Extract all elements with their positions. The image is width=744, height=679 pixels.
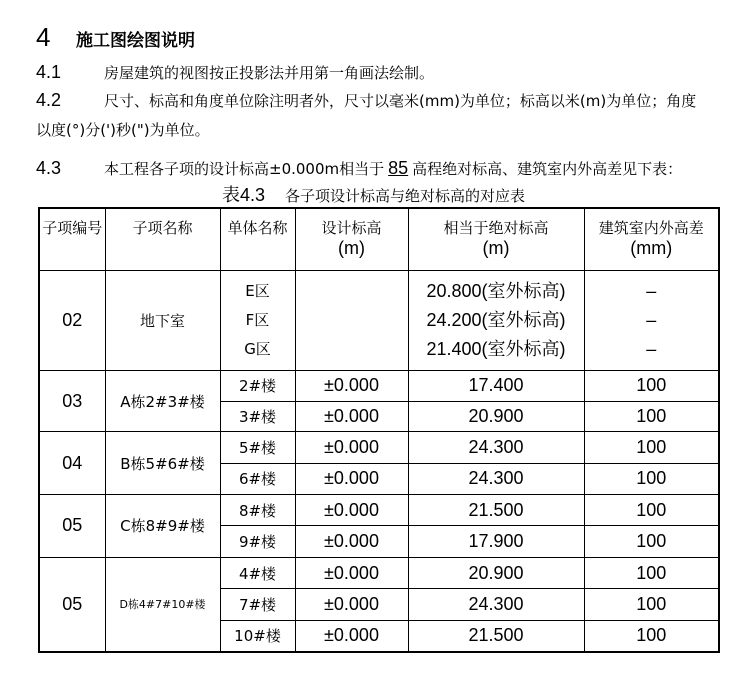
cell-code: 02 bbox=[39, 270, 105, 371]
cell-absolute: 20.900 bbox=[408, 557, 584, 588]
cell-unit: 2#楼 bbox=[220, 371, 295, 401]
cell-unit: 4#楼 bbox=[220, 557, 295, 588]
cell-design: ±0.000 bbox=[295, 432, 408, 463]
item-number: 4.1 bbox=[36, 62, 62, 82]
cell-unit: 8#楼 bbox=[220, 495, 295, 526]
cell-diff: 100 bbox=[584, 526, 719, 557]
cell-unit: 7#楼 bbox=[220, 589, 295, 620]
cell-absolute: 24.300 bbox=[408, 432, 584, 463]
cell-name: B栋5#6#楼 bbox=[105, 432, 220, 495]
section-number: 4 bbox=[36, 22, 51, 52]
cell-absolute: 20.900 bbox=[408, 401, 584, 431]
cell-diff: 100 bbox=[584, 495, 719, 526]
item-4-2-continuation bbox=[36, 119, 210, 140]
header-height-difference: 建筑室内外高差 (mm) bbox=[584, 208, 719, 270]
cell-absolute: 21.500 bbox=[408, 620, 584, 652]
item-text: 尺寸、标高和角度单位除注明者外，尺寸以毫米(mm)为单位；标高以米(m)为单位；角度 bbox=[104, 92, 697, 110]
cell-absolute: 17.900 bbox=[408, 526, 584, 557]
cell-unit: 6#楼 bbox=[220, 463, 295, 494]
cell-code: 05 bbox=[39, 557, 105, 652]
item-number: 4.3 bbox=[36, 158, 62, 178]
cell-absolute: 24.300 bbox=[408, 589, 584, 620]
cell-absolute: 20.800(室外标高) 24.200(室外标高) 21.400(室外标高) bbox=[408, 270, 584, 371]
table-row bbox=[39, 371, 719, 401]
cell-design: ±0.000 bbox=[295, 463, 408, 494]
cell-diff: 100 bbox=[584, 463, 719, 494]
cell-diff: 100 bbox=[584, 371, 719, 401]
cell-unit: 10#楼 bbox=[220, 620, 295, 652]
item-number: 4.2 bbox=[36, 90, 62, 110]
cell-design: ±0.000 bbox=[295, 557, 408, 588]
cell-diff: – – – bbox=[584, 270, 719, 371]
cell-diff: 100 bbox=[584, 589, 719, 620]
item-text-after: 高程绝对标高、建筑室内外高差见下表： bbox=[412, 160, 683, 178]
table-row bbox=[39, 432, 719, 463]
cell-design: ±0.000 bbox=[295, 589, 408, 620]
section-title: 施工图绘图说明 bbox=[76, 31, 195, 51]
cell-unit: 9#楼 bbox=[220, 526, 295, 557]
table-caption bbox=[222, 181, 525, 207]
cell-design: ±0.000 bbox=[295, 401, 408, 431]
cell-diff: 100 bbox=[584, 620, 719, 652]
cell-design bbox=[295, 270, 408, 371]
table-row bbox=[39, 270, 719, 371]
table-title: 各子项设计标高与绝对标高的对应表 bbox=[285, 187, 526, 205]
cell-design: ±0.000 bbox=[295, 495, 408, 526]
header-code: 子项编号 bbox=[39, 208, 105, 270]
table-row bbox=[39, 495, 719, 526]
cell-name: C栋8#9#楼 bbox=[105, 495, 220, 558]
cell-diff: 100 bbox=[584, 401, 719, 431]
cell-code: 04 bbox=[39, 432, 105, 495]
cell-unit: E区 F区 G区 bbox=[220, 270, 295, 371]
cell-name: A栋2#3#楼 bbox=[105, 371, 220, 432]
cell-name: 地下室 bbox=[105, 270, 220, 371]
elevation-value: 85 bbox=[388, 158, 409, 178]
cell-absolute: 21.500 bbox=[408, 495, 584, 526]
item-text-before: 本工程各子项的设计标高±0.000m相当于 bbox=[104, 160, 385, 178]
item-4-2 bbox=[36, 90, 696, 111]
cell-unit: 5#楼 bbox=[220, 432, 295, 463]
item-text: 房屋建筑的视图按正投影法并用第一角画法绘制。 bbox=[104, 64, 435, 82]
cell-design: ±0.000 bbox=[295, 371, 408, 401]
item-4-1 bbox=[36, 62, 434, 83]
cell-absolute: 17.400 bbox=[408, 371, 584, 401]
cell-code: 05 bbox=[39, 495, 105, 558]
header-unit: 单体名称 bbox=[220, 208, 295, 270]
cell-diff: 100 bbox=[584, 557, 719, 588]
item-4-3 bbox=[36, 158, 682, 179]
elevation-table bbox=[38, 207, 720, 653]
table-number: 表4.3 bbox=[222, 185, 266, 205]
section-heading bbox=[36, 22, 195, 52]
cell-design: ±0.000 bbox=[295, 620, 408, 652]
cell-name: D栋4#7#10#楼 bbox=[105, 557, 220, 652]
header-name: 子项名称 bbox=[105, 208, 220, 270]
header-design-elevation: 设计标高 (m) bbox=[295, 208, 408, 270]
cell-design: ±0.000 bbox=[295, 526, 408, 557]
item-text-continuation: 以度(°)分(')秒(")为单位。 bbox=[36, 121, 210, 139]
cell-code: 03 bbox=[39, 371, 105, 432]
cell-absolute: 24.300 bbox=[408, 463, 584, 494]
table-row bbox=[39, 557, 719, 588]
cell-unit: 3#楼 bbox=[220, 401, 295, 431]
table-header-row bbox=[39, 208, 719, 270]
cell-diff: 100 bbox=[584, 432, 719, 463]
header-absolute-elevation: 相当于绝对标高 (m) bbox=[408, 208, 584, 270]
